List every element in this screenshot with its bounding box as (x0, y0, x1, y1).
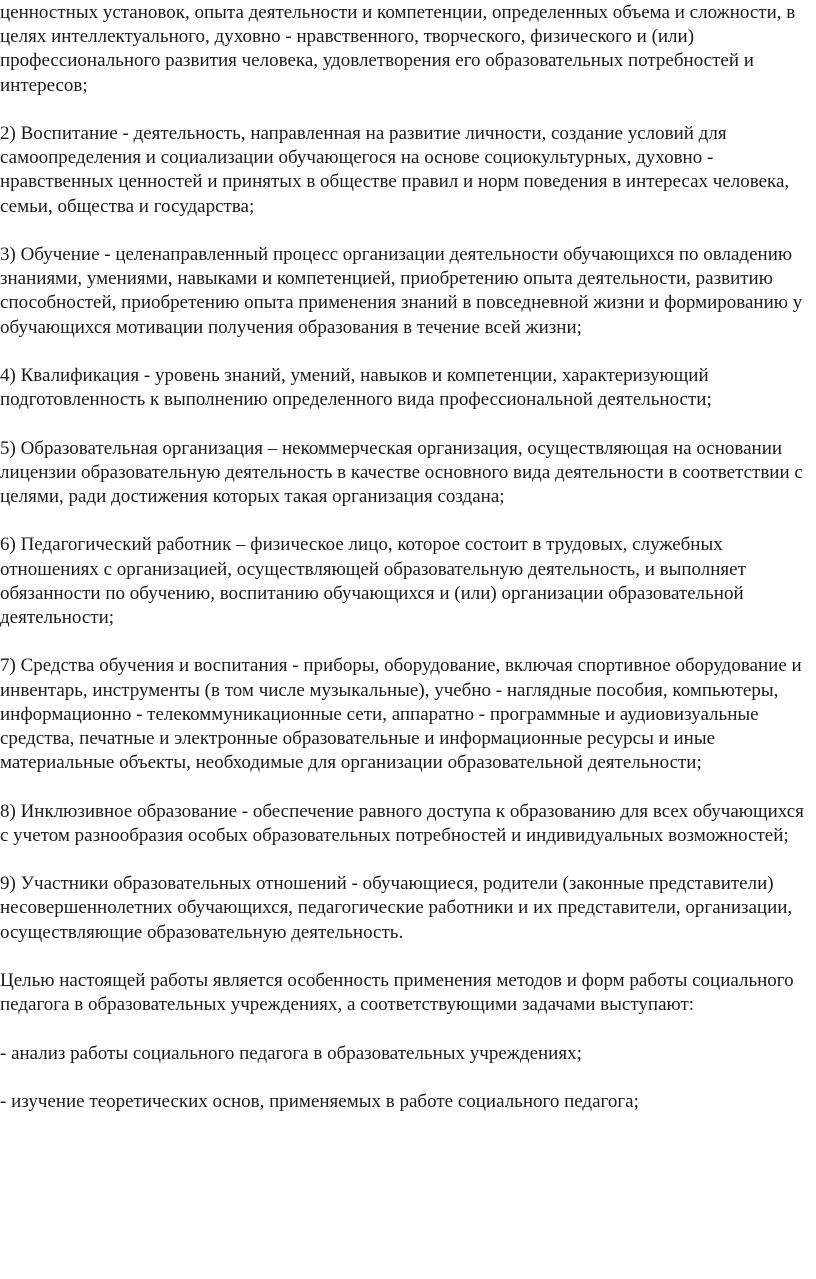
paragraph-upbringing-definition: 2) Воспитание - деятельность, направленная на развитие личности, создание условий для самоопределения и социализации обучающегося на основе социокультурных, духовно - нравственных ценностей и принятых в обществе правил и норм поведения в интересах человека, семьи, общества и государства; (0, 123, 790, 217)
list-item-task-analysis: - анализ работы социального педагога в образовательных учреждениях; (0, 1042, 582, 1064)
paragraph-qualification-definition: 4) Квалификация - уровень знаний, умений, навыков и компетенции, характеризующий подготовленность к выполнению определенного вида профессиональной деятельности; (0, 365, 712, 411)
paragraph-inclusive-education-definition: 8) Инклюзивное образование - обеспечение равного доступа к образованию для всех обучающихся с учетом разнообразия особых образовательных потребностей и индивидуальных возможностей; (0, 800, 804, 846)
paragraph-learning-definition: 3) Обучение - целенаправленный процесс организации деятельности обучающихся по овладению знаниями, умениями, навыками и компетенцией, приобретению опыта деятельности, развитию способностей, приобретению опыта применения знаний в повседневной жизни и формированию у обучающихся мотивации получения образования в течение всей жизни; (0, 244, 803, 338)
paragraph-educational-organization-definition: 5) Образовательная организация – некоммерческая организация, осуществляющая на основании лицензии образовательную деятельность в качестве основного вида деятельности в соответствии с целями, ради достижения которых такая организация создана; (0, 437, 803, 507)
paragraph-teacher-definition: 6) Педагогический работник – физическое лицо, которое состоит в трудовых, служебных отношениях с организацией, осуществляющей образовательную деятельность, и выполняет обязанности по обучению, воспитанию обучающихся и (или) организации образовательной деятельности; (0, 534, 746, 628)
list-item-task-theory: - изучение теоретических основ, применяемых в работе социального педагога; (0, 1090, 639, 1112)
paragraph-work-goal: Целью настоящей работы является особенность применения методов и форм работы социального педагога в образовательных учреждениях, а соответствующими задачами выступают: (0, 969, 794, 1016)
paragraph-participants-definition: 9) Участники образовательных отношений - обучающиеся, родители (законные представители) несовершеннолетних обучающихся, педагогические работники и их представители, организации, осуществляющие образовательную деятельность. (0, 873, 793, 943)
paragraph-values-continuation: ценностных установок, опыта деятельности и компетенции, определенных объема и сложности, в целях интеллектуального, духовно - нравственного, творческого, физического и (или) профессионального развития человека, удовлетворения его образовательных потребностей и интересов; (0, 2, 796, 96)
paragraph-teaching-tools-definition: 7) Средства обучения и воспитания - приборы, оборудование, включая спортивное оборудование и инвентарь, инструменты (в том числе музыкальные), учебно - наглядные пособия, компьютеры, информационно - телекоммуникационные сети, аппаратно - программные и аудиовизуальные средства, печатные и электронные образовательные и информационные ресурсы и иные материальные объекты, необходимые для организации образовательной деятельности; (0, 655, 802, 774)
